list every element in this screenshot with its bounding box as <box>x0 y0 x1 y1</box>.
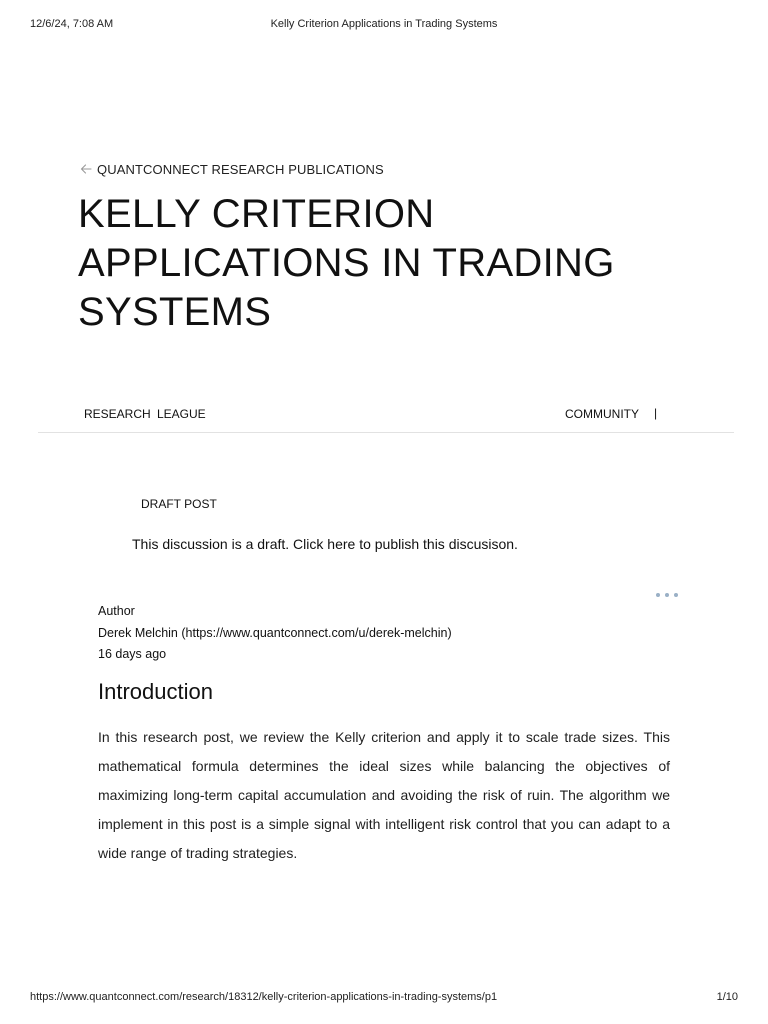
nav-item-research[interactable]: RESEARCH <box>84 407 151 421</box>
print-header <box>0 18 768 34</box>
author-label: Author <box>98 604 135 618</box>
draft-publish-message[interactable]: This discussion is a draft. Click here to publish this discusison. <box>132 536 518 552</box>
author-name[interactable]: Derek Melchin (https://www.quantconnect.com/u/derek-melchin) <box>98 625 452 640</box>
arrow-left-icon <box>80 163 92 175</box>
print-footer <box>0 991 768 1007</box>
print-date: 12/6/24, 7:08 AM <box>30 18 114 30</box>
more-horizontal-icon-dot <box>674 593 678 597</box>
more-options-button[interactable] <box>656 590 678 600</box>
more-horizontal-icon <box>656 593 660 597</box>
nav-separator: | <box>654 406 658 420</box>
more-horizontal-icon-dot <box>665 593 669 597</box>
intro-paragraph: In this research post, we review the Kelly criterion and apply it to scale trade sizes. This mathematical formula determines the ideal sizes while balancing the objectives of maximizing long-term capital accumulation and avoiding the risk of ruin. The algorithm we implement in this post is a simple signal with intelligent risk control that you can adapt to a wide range of trading strategies. <box>98 729 670 861</box>
print-page-number: 1/10 <box>716 991 738 1003</box>
nav-item-community[interactable]: COMMUNITY <box>565 407 639 421</box>
nav-item-league[interactable]: LEAGUE <box>157 407 206 421</box>
print-page-title: Kelly Criterion Applications in Trading Systems <box>270 18 498 30</box>
post-meta <box>98 601 452 666</box>
draft-post-label: DRAFT POST <box>141 497 217 511</box>
section-heading-introduction: Introduction <box>98 679 213 704</box>
back-to-publications-link[interactable] <box>80 160 384 178</box>
page-title: KELLY CRITERION APPLICATIONS IN TRADING SYSTEMS <box>78 192 615 334</box>
top-nav <box>38 404 734 433</box>
print-url: https://www.quantconnect.com/research/18312/kelly-criterion-applications-in-trading-systems/p1 <box>30 991 498 1003</box>
post-timestamp: 16 days ago <box>98 647 167 661</box>
back-link-label: QUANTCONNECT RESEARCH PUBLICATIONS <box>97 161 384 177</box>
